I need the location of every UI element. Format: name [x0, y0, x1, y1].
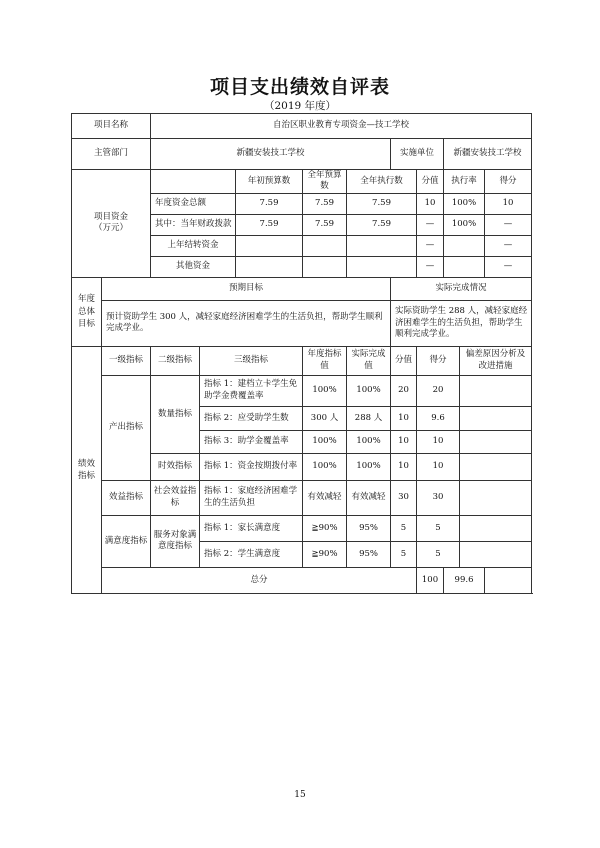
goals-header-row	[72, 277, 532, 300]
project-name-row	[72, 114, 532, 139]
satisfaction-indicator-label: 满意度指标	[102, 515, 151, 567]
indicator-row: 指标 3：助学金覆盖率 100% 100% 10 10	[72, 430, 532, 453]
total-row	[72, 567, 532, 593]
social-benefit-label: 社会效益指标	[151, 480, 200, 515]
service-satisfaction-label: 服务对象满意度指标	[151, 515, 200, 567]
actual-result-header: 实际完成情况	[391, 277, 532, 300]
document-year: （2019 年度）	[263, 100, 337, 112]
dept-value: 新疆安装技工学校	[151, 139, 391, 170]
goals-label: 年度总体目标	[72, 277, 102, 346]
dept-label: 主管部门	[72, 139, 151, 170]
funds-header-row	[72, 170, 532, 194]
funds-header-4: 执行率	[444, 170, 485, 194]
output-indicator-label: 产出指标	[102, 375, 151, 480]
indicators-label: 绩效指标	[72, 346, 102, 593]
funds-row: 上年结转资金 — —	[72, 235, 532, 256]
funds-header-0: 年初预算数	[236, 170, 303, 194]
actual-result-text: 实际资助学生 288 人，减轻家庭经济困难学生的生活负担，帮助学生顺利完成学业。	[391, 300, 532, 346]
project-name-label: 项目名称	[72, 114, 151, 139]
funds-label: 项目资金 （万元）	[72, 170, 151, 278]
funds-row: 其他资金 — —	[72, 256, 532, 277]
total-analysis	[485, 567, 532, 593]
funds-header-5: 得分	[485, 170, 532, 194]
project-name-value: 自治区职业教育专项资金—技工学校	[151, 114, 532, 139]
indicator-row: 时效指标 指标 1：资金按期拨付率 100% 100% 10 10	[72, 453, 532, 480]
page-number: 15	[294, 790, 306, 800]
funds-header-3: 分值	[417, 170, 444, 194]
funds-header-2: 全年执行数	[347, 170, 417, 194]
self-evaluation-table	[71, 113, 532, 594]
impl-label: 实施单位	[391, 139, 444, 170]
funds-row: 其中：当年财政拨款 7.59 7.59 7.59 — 100% —	[72, 214, 532, 235]
expected-goal-text: 预计资助学生 300 人，减轻家庭经济困难学生的生活负担，帮助学生顺利完成学业。	[102, 300, 391, 346]
impl-value: 新疆安装技工学校	[444, 139, 532, 170]
department-row	[72, 139, 532, 170]
total-label: 总分	[102, 567, 417, 593]
benefit-indicator-label: 效益指标	[102, 480, 151, 515]
indicator-row: 满意度指标 服务对象满意度指标 指标 1：家长满意度 ≧90% 95% 5 5	[72, 515, 532, 541]
timeliness-indicator-label: 时效指标	[151, 453, 200, 480]
expected-goal-header: 预期目标	[102, 277, 391, 300]
indicator-row: 指标 2：应受助学生数 300 人 288 人 10 9.6	[72, 406, 532, 430]
total-score: 99.6	[444, 567, 485, 593]
funds-header-blank	[151, 170, 236, 194]
indicator-row: 效益指标 社会效益指标 指标 1：家庭经济困难学生的生活负担 有效减轻 有效减轻 30 30	[72, 480, 532, 515]
quantity-indicator-label: 数量指标	[151, 375, 200, 453]
funds-header-1: 全年预算数	[303, 170, 347, 194]
indicator-header-row: 绩效指标 一级指标 二级指标 三级指标 年度指标值 实际完成值 分值 得分 偏差原因分析及改进措施	[72, 346, 532, 375]
indicator-row: 指标 2：学生满意度 ≧90% 95% 5 5	[72, 541, 532, 567]
funds-row: 年度资金总额 7.59 7.59 7.59 10 100% 10	[72, 193, 532, 214]
document-title: 项目支出绩效自评表	[209, 76, 390, 98]
goals-content-row	[72, 300, 532, 346]
total-value: 100	[417, 567, 444, 593]
indicator-row: 产出指标 数量指标 指标 1：建档立卡学生免助学金费覆盖率 100% 100% 20 20	[72, 375, 532, 406]
